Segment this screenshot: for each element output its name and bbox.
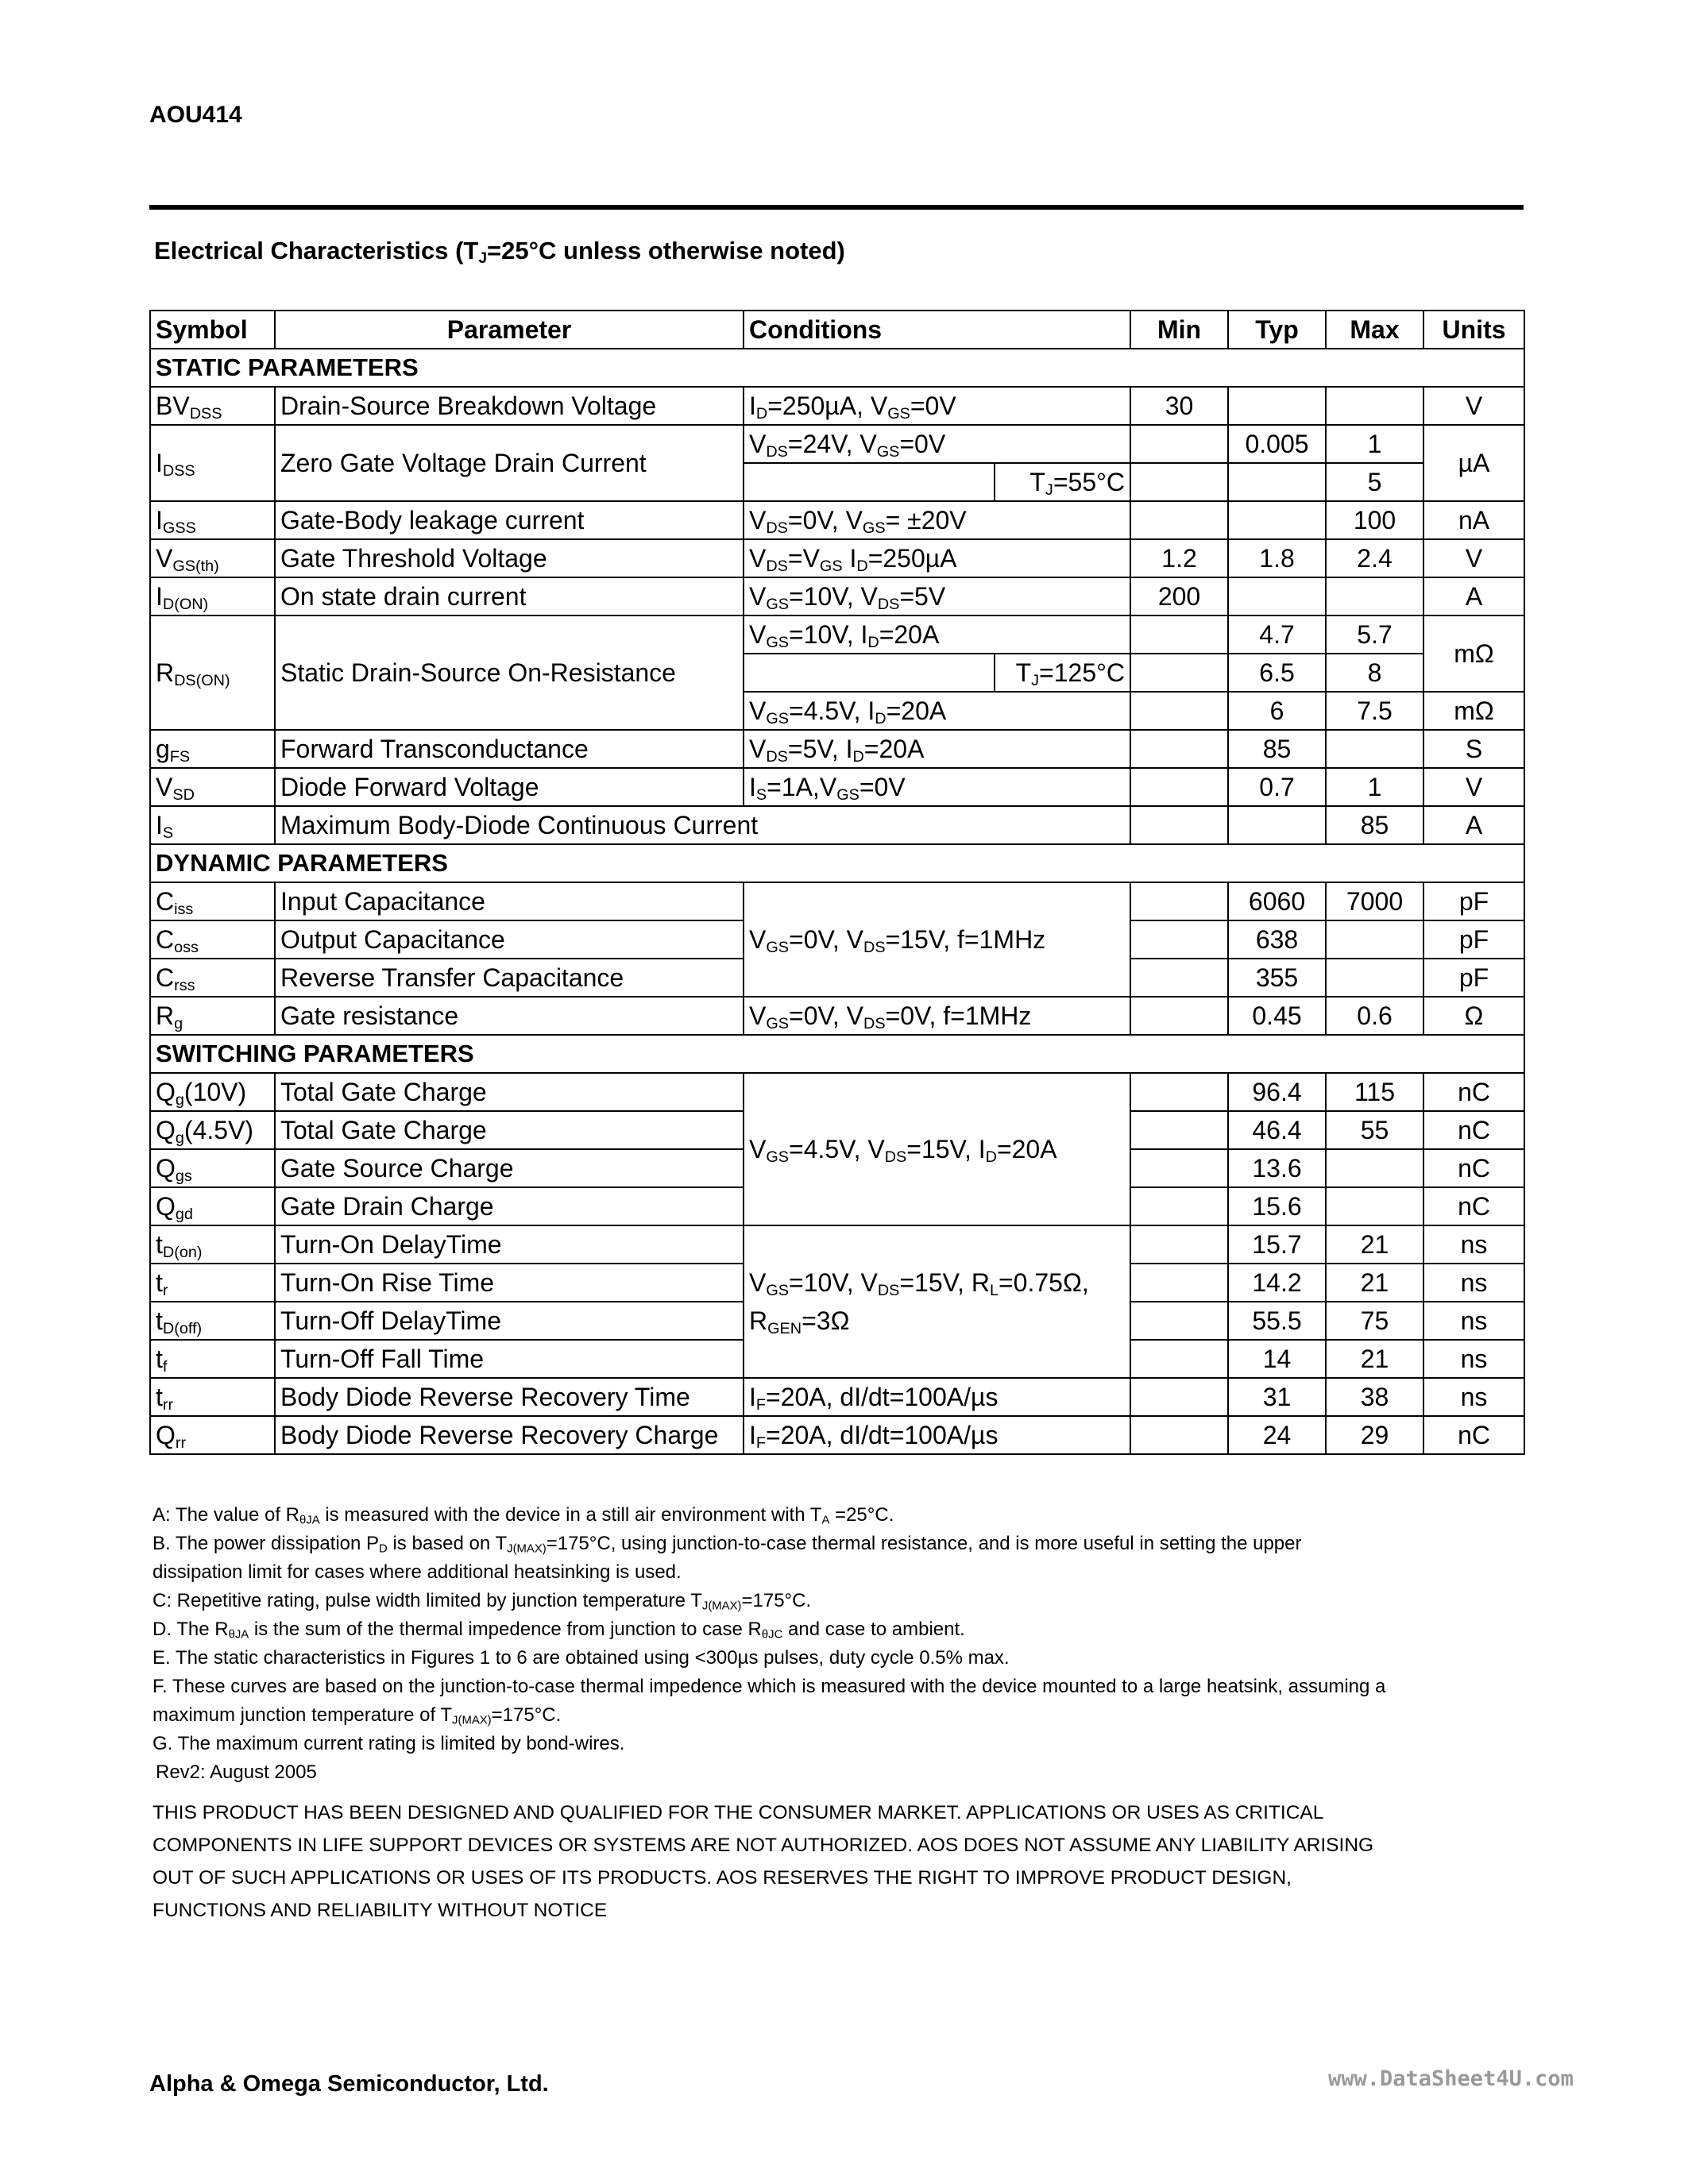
table-cell: Output Capacitance — [275, 920, 744, 959]
table-row — [150, 730, 1524, 768]
table-cell — [1130, 1416, 1228, 1454]
table-cell: 1 — [1326, 425, 1423, 463]
table-cell: 14 — [1228, 1340, 1326, 1378]
table-cell — [1130, 615, 1228, 654]
table-cell: 355 — [1228, 959, 1326, 997]
table-row — [150, 997, 1524, 1035]
section-switching — [150, 1035, 1524, 1073]
table-cell: $V_{GS}=10V$, $V_{DS}=5V$ — [744, 577, 1130, 615]
table-cell — [1228, 806, 1326, 844]
table-cell: Turn-On DelayTime — [275, 1225, 744, 1264]
table-cell: 13.6 — [1228, 1149, 1326, 1187]
table-cell — [1130, 501, 1228, 539]
table-row — [150, 768, 1524, 806]
table-row — [150, 1416, 1524, 1454]
table-cell: 7.5 — [1326, 692, 1423, 730]
table-cell: $I_{DSS}$ — [150, 425, 275, 501]
table-cell: ns — [1423, 1302, 1524, 1340]
table-cell: $T_J=125^\circ C$ — [995, 654, 1130, 692]
revision: Rev2: August 2005 — [156, 1761, 317, 1783]
table-cell: pF — [1423, 882, 1524, 920]
table-cell: 0.6 — [1326, 997, 1423, 1035]
table-cell: 2.4 — [1326, 539, 1423, 577]
table-cell: Body Diode Reverse Recovery Time — [275, 1378, 744, 1416]
part-number: AOU414 — [149, 102, 242, 128]
table-cell: 0.45 — [1228, 997, 1326, 1035]
table-cell — [1326, 730, 1423, 768]
table-cell: pF — [1423, 959, 1524, 997]
table-row — [150, 1378, 1524, 1416]
table-cell — [1130, 806, 1228, 844]
table-cell: nC — [1423, 1149, 1524, 1187]
table-cell: SWITCHING PARAMETERS — [150, 1035, 1524, 1073]
table-cell: $V_{SD}$ — [150, 768, 275, 806]
table-cell — [1228, 501, 1326, 539]
table-cell: 6 — [1228, 692, 1326, 730]
table-cell — [1130, 882, 1228, 920]
table-row — [150, 539, 1524, 577]
table-cell: 15.7 — [1228, 1225, 1326, 1264]
table-cell: $V_{DS}=V_{GS}$ $I_D=250\mu A$ — [744, 539, 1130, 577]
table-cell: Ω — [1423, 997, 1524, 1035]
table-cell: V — [1423, 768, 1524, 806]
table-cell: $R_{DS(ON)}$ — [150, 615, 275, 730]
header-rule — [149, 205, 1524, 210]
note-g: G. The maximum current rating is limited by bond-wires. — [153, 1733, 625, 1754]
table-cell: $t_r$ — [150, 1264, 275, 1302]
table-cell: 24 — [1228, 1416, 1326, 1454]
table-cell: $t_{D(off)}$ — [150, 1302, 275, 1340]
table-cell — [1130, 463, 1228, 501]
table-cell: 1 — [1326, 768, 1423, 806]
table-row — [150, 806, 1524, 844]
table-cell: Input Capacitance — [275, 882, 744, 920]
table-cell: 85 — [1228, 730, 1326, 768]
table-cell: $V_{GS}=10V$, $V_{DS}=15V$, $R_L=0.75\Omega$, $R_{GEN}=3\Omega$ — [744, 1225, 1130, 1378]
table-cell: 8 — [1326, 654, 1423, 692]
note-b: B. The power dissipation $P_D$ is based on $T_{J(MAX)}=175^\circ C$, using junction-to-case thermal resistance, and is more useful in setting the upper — [153, 1533, 1302, 1556]
note-f-cont: maximum junction temperature of $T_{J(MAX)}=175^\circ C$. — [153, 1704, 562, 1727]
table-cell: 55 — [1326, 1111, 1423, 1149]
table-cell — [1130, 654, 1228, 692]
table-cell: 29 — [1326, 1416, 1423, 1454]
table-cell — [1130, 1111, 1228, 1149]
table-cell: $Q_g(10V)$ — [150, 1073, 275, 1111]
table-cell: $V_{GS(th)}$ — [150, 539, 275, 577]
electrical-characteristics-table — [149, 310, 1525, 1455]
table-cell: Total Gate Charge — [275, 1073, 744, 1111]
table-row — [150, 387, 1524, 425]
table-cell: Turn-Off Fall Time — [275, 1340, 744, 1378]
table-cell: $V_{GS}=0V$, $V_{DS}=0V$, f=1MHz — [744, 997, 1130, 1035]
disclaimer — [153, 1796, 1535, 1927]
table-cell: $V_{DS}=24V$, $V_{GS}=0V$ — [744, 425, 1130, 463]
table-cell: Forward Transconductance — [275, 730, 744, 768]
table-cell: $Q_{rr}$ — [150, 1416, 275, 1454]
table-cell: Maximum Body-Diode Continuous Current — [275, 806, 1130, 844]
table-cell — [1228, 577, 1326, 615]
table-cell: Body Diode Reverse Recovery Charge — [275, 1416, 744, 1454]
table-cell — [1130, 1187, 1228, 1225]
table-cell: On state drain current — [275, 577, 744, 615]
table-cell — [1130, 1149, 1228, 1187]
table-cell — [1130, 730, 1228, 768]
table-cell — [1326, 387, 1423, 425]
table-cell: $V_{GS}=0V$, $V_{DS}=15V$, f=1MHz — [744, 882, 1130, 997]
table-row — [150, 882, 1524, 920]
disclaimer-line: OUT OF SUCH APPLICATIONS OR USES OF ITS PRODUCTS. AOS RESERVES THE RIGHT TO IMPROVE PRODUCT DESIGN, — [153, 1867, 1292, 1889]
table-cell: Reverse Transfer Capacitance — [275, 959, 744, 997]
table-cell: Gate Threshold Voltage — [275, 539, 744, 577]
table-row — [150, 425, 1524, 463]
header-parameter: Parameter — [275, 311, 744, 349]
table-cell: nC — [1423, 1416, 1524, 1454]
table-row — [150, 1073, 1524, 1111]
table-cell: 85 — [1326, 806, 1423, 844]
table-cell — [744, 654, 995, 692]
footnotes — [153, 1501, 1535, 1787]
header-symbol: Symbol — [150, 311, 275, 349]
table-cell: 46.4 — [1228, 1111, 1326, 1149]
table-cell: 1.2 — [1130, 539, 1228, 577]
table-cell — [1130, 1073, 1228, 1111]
table-cell: nA — [1423, 501, 1524, 539]
header-conditions: Conditions — [744, 311, 1130, 349]
table-cell — [1326, 1187, 1423, 1225]
company-name: Alpha & Omega Semiconductor, Ltd. — [149, 2071, 549, 2097]
table-cell: Zero Gate Voltage Drain Current — [275, 425, 744, 501]
table-cell: $C_{rss}$ — [150, 959, 275, 997]
section-static — [150, 349, 1524, 387]
table-cell: 21 — [1326, 1225, 1423, 1264]
table-cell — [1130, 1302, 1228, 1340]
table-cell: $V_{DS}=5V$, $I_D=20A$ — [744, 730, 1130, 768]
disclaimer-line: COMPONENTS IN LIFE SUPPORT DEVICES OR SYSTEMS ARE NOT AUTHORIZED. AOS DOES NOT ASSUME ANY LIABILITY ARISING — [153, 1835, 1374, 1856]
table-cell: 100 — [1326, 501, 1423, 539]
disclaimer-line: FUNCTIONS AND RELIABILITY WITHOUT NOTICE — [153, 1900, 608, 1921]
table-cell — [1130, 692, 1228, 730]
table-cell: Total Gate Charge — [275, 1111, 744, 1149]
table-cell — [1228, 463, 1326, 501]
table-cell: $V_{GS}=10V$, $I_D=20A$ — [744, 615, 1130, 654]
table-cell: 31 — [1228, 1378, 1326, 1416]
table-cell — [1130, 1264, 1228, 1302]
table-cell: $t_f$ — [150, 1340, 275, 1378]
table-row — [150, 577, 1524, 615]
table-cell: Turn-Off DelayTime — [275, 1302, 744, 1340]
table-cell: STATIC PARAMETERS — [150, 349, 1524, 387]
table-cell: $I_{GSS}$ — [150, 501, 275, 539]
table-header — [150, 311, 1524, 349]
table-cell: A — [1423, 806, 1524, 844]
table-cell: 0.005 — [1228, 425, 1326, 463]
table-cell: $V_{GS}=4.5V$, $I_D=20A$ — [744, 692, 1130, 730]
table-cell — [1326, 577, 1423, 615]
table-cell: V — [1423, 539, 1524, 577]
table-cell: 6.5 — [1228, 654, 1326, 692]
table-cell: 38 — [1326, 1378, 1423, 1416]
table-cell — [1130, 1225, 1228, 1264]
table-cell — [1130, 768, 1228, 806]
note-d: D. The $R_{\theta JA}$ is the sum of the thermal impedence from junction to case $R_{\theta JC}$ and case to ambient. — [153, 1619, 965, 1642]
table-cell: $t_{rr}$ — [150, 1378, 275, 1416]
note-b-cont: dissipation limit for cases where additional heatsinking is used. — [153, 1561, 682, 1583]
table-cell — [1228, 387, 1326, 425]
section-title: Electrical Characteristics ($T_J=25^\circ C$ unless otherwise noted) — [154, 237, 845, 267]
table-cell: $Q_{gd}$ — [150, 1187, 275, 1225]
table-cell: nC — [1423, 1073, 1524, 1111]
table-row — [150, 501, 1524, 539]
table-cell: 55.5 — [1228, 1302, 1326, 1340]
header-max: Max — [1326, 311, 1423, 349]
table-cell: 21 — [1326, 1264, 1423, 1302]
table-cell: ns — [1423, 1225, 1524, 1264]
table-cell: µA — [1423, 425, 1524, 501]
table-cell: 14.2 — [1228, 1264, 1326, 1302]
table-cell: Static Drain-Source On-Resistance — [275, 615, 744, 730]
table-cell: Turn-On Rise Time — [275, 1264, 744, 1302]
table-cell: $T_J=55^\circ C$ — [995, 463, 1130, 501]
header-units: Units — [1423, 311, 1524, 349]
table-cell: nC — [1423, 1111, 1524, 1149]
table-cell — [1326, 959, 1423, 997]
header-typ: Typ — [1228, 311, 1326, 349]
table-cell: 6060 — [1228, 882, 1326, 920]
table-cell: 5 — [1326, 463, 1423, 501]
table-cell — [1130, 997, 1228, 1035]
table-cell: ns — [1423, 1264, 1524, 1302]
table-row — [150, 1225, 1524, 1264]
table-cell: $I_S$ — [150, 806, 275, 844]
table-cell — [1326, 920, 1423, 959]
table-cell: 21 — [1326, 1340, 1423, 1378]
note-f: F. These curves are based on the junction-to-case thermal impedence which is measured with the device mounted to a large heatsink, assuming a — [153, 1676, 1386, 1697]
table-cell: 7000 — [1326, 882, 1423, 920]
table-cell: $V_{GS}=4.5V$, $V_{DS}=15V$, $I_D=20A$ — [744, 1073, 1130, 1225]
table-cell: $t_{D(on)}$ — [150, 1225, 275, 1264]
table-cell: DYNAMIC PARAMETERS — [150, 844, 1524, 882]
table-row — [150, 615, 1524, 654]
table-cell: 115 — [1326, 1073, 1423, 1111]
table-cell: $I_D=250\mu A$, $V_{GS}=0V$ — [744, 387, 1130, 425]
watermark: www.DataSheet4U.com — [1328, 2066, 1574, 2091]
table-cell: $g_{FS}$ — [150, 730, 275, 768]
table-cell: $BV_{DSS}$ — [150, 387, 275, 425]
note-e: E. The static characteristics in Figures 1 to 6 are obtained using <300µs pulses, duty cycle 0.5% max. — [153, 1647, 1010, 1669]
table-cell: Gate-Body leakage current — [275, 501, 744, 539]
table-cell: $I_S=1A,V_{GS}=0V$ — [744, 768, 1130, 806]
table-cell: S — [1423, 730, 1524, 768]
header-min: Min — [1130, 311, 1228, 349]
table-cell — [1130, 959, 1228, 997]
table-cell: $Q_g(4.5V)$ — [150, 1111, 275, 1149]
table-cell: 1.8 — [1228, 539, 1326, 577]
table-cell: 200 — [1130, 577, 1228, 615]
table-cell: Gate resistance — [275, 997, 744, 1035]
table-cell: 5.7 — [1326, 615, 1423, 654]
table-cell: ns — [1423, 1340, 1524, 1378]
section-dynamic — [150, 844, 1524, 882]
note-c: C: Repetitive rating, pulse width limited by junction temperature $T_{J(MAX)}=175^\circ C$. — [153, 1590, 812, 1613]
table-cell: $I_{D(ON)}$ — [150, 577, 275, 615]
table-cell — [744, 463, 995, 501]
table-cell: 75 — [1326, 1302, 1423, 1340]
table-cell: 4.7 — [1228, 615, 1326, 654]
table-cell: 96.4 — [1228, 1073, 1326, 1111]
table-cell: 15.6 — [1228, 1187, 1326, 1225]
table-cell — [1326, 1149, 1423, 1187]
table-cell: 30 — [1130, 387, 1228, 425]
table-cell — [1130, 425, 1228, 463]
table-cell: Gate Drain Charge — [275, 1187, 744, 1225]
table-cell: $R_g$ — [150, 997, 275, 1035]
note-a: A: The value of $R_{\theta JA}$ is measured with the device in a still air environment with $T_A =25^\circ C$. — [153, 1504, 894, 1527]
table-cell: ns — [1423, 1378, 1524, 1416]
table-cell: Diode Forward Voltage — [275, 768, 744, 806]
table-cell: Drain-Source Breakdown Voltage — [275, 387, 744, 425]
table-cell: nC — [1423, 1187, 1524, 1225]
table-cell: 638 — [1228, 920, 1326, 959]
table-cell: V — [1423, 387, 1524, 425]
table-cell: $C_{iss}$ — [150, 882, 275, 920]
table-cell: mΩ — [1423, 692, 1524, 730]
table-cell: mΩ — [1423, 615, 1524, 692]
table-cell: A — [1423, 577, 1524, 615]
table-cell: $I_F=20A$, dI/dt=100A/µs — [744, 1378, 1130, 1416]
table-cell: Gate Source Charge — [275, 1149, 744, 1187]
table-cell: 0.7 — [1228, 768, 1326, 806]
table-cell: $Q_{gs}$ — [150, 1149, 275, 1187]
disclaimer-line: THIS PRODUCT HAS BEEN DESIGNED AND QUALIFIED FOR THE CONSUMER MARKET. APPLICATIONS OR USES AS CRITICAL — [153, 1802, 1324, 1823]
table-cell — [1130, 1378, 1228, 1416]
table-cell: $C_{oss}$ — [150, 920, 275, 959]
table-cell: $I_F=20A$, dI/dt=100A/µs — [744, 1416, 1130, 1454]
table-cell — [1130, 1340, 1228, 1378]
table-cell: pF — [1423, 920, 1524, 959]
table-cell — [1130, 920, 1228, 959]
table-cell: $V_{DS}=0V$, $V_{GS}= \pm 20V$ — [744, 501, 1130, 539]
